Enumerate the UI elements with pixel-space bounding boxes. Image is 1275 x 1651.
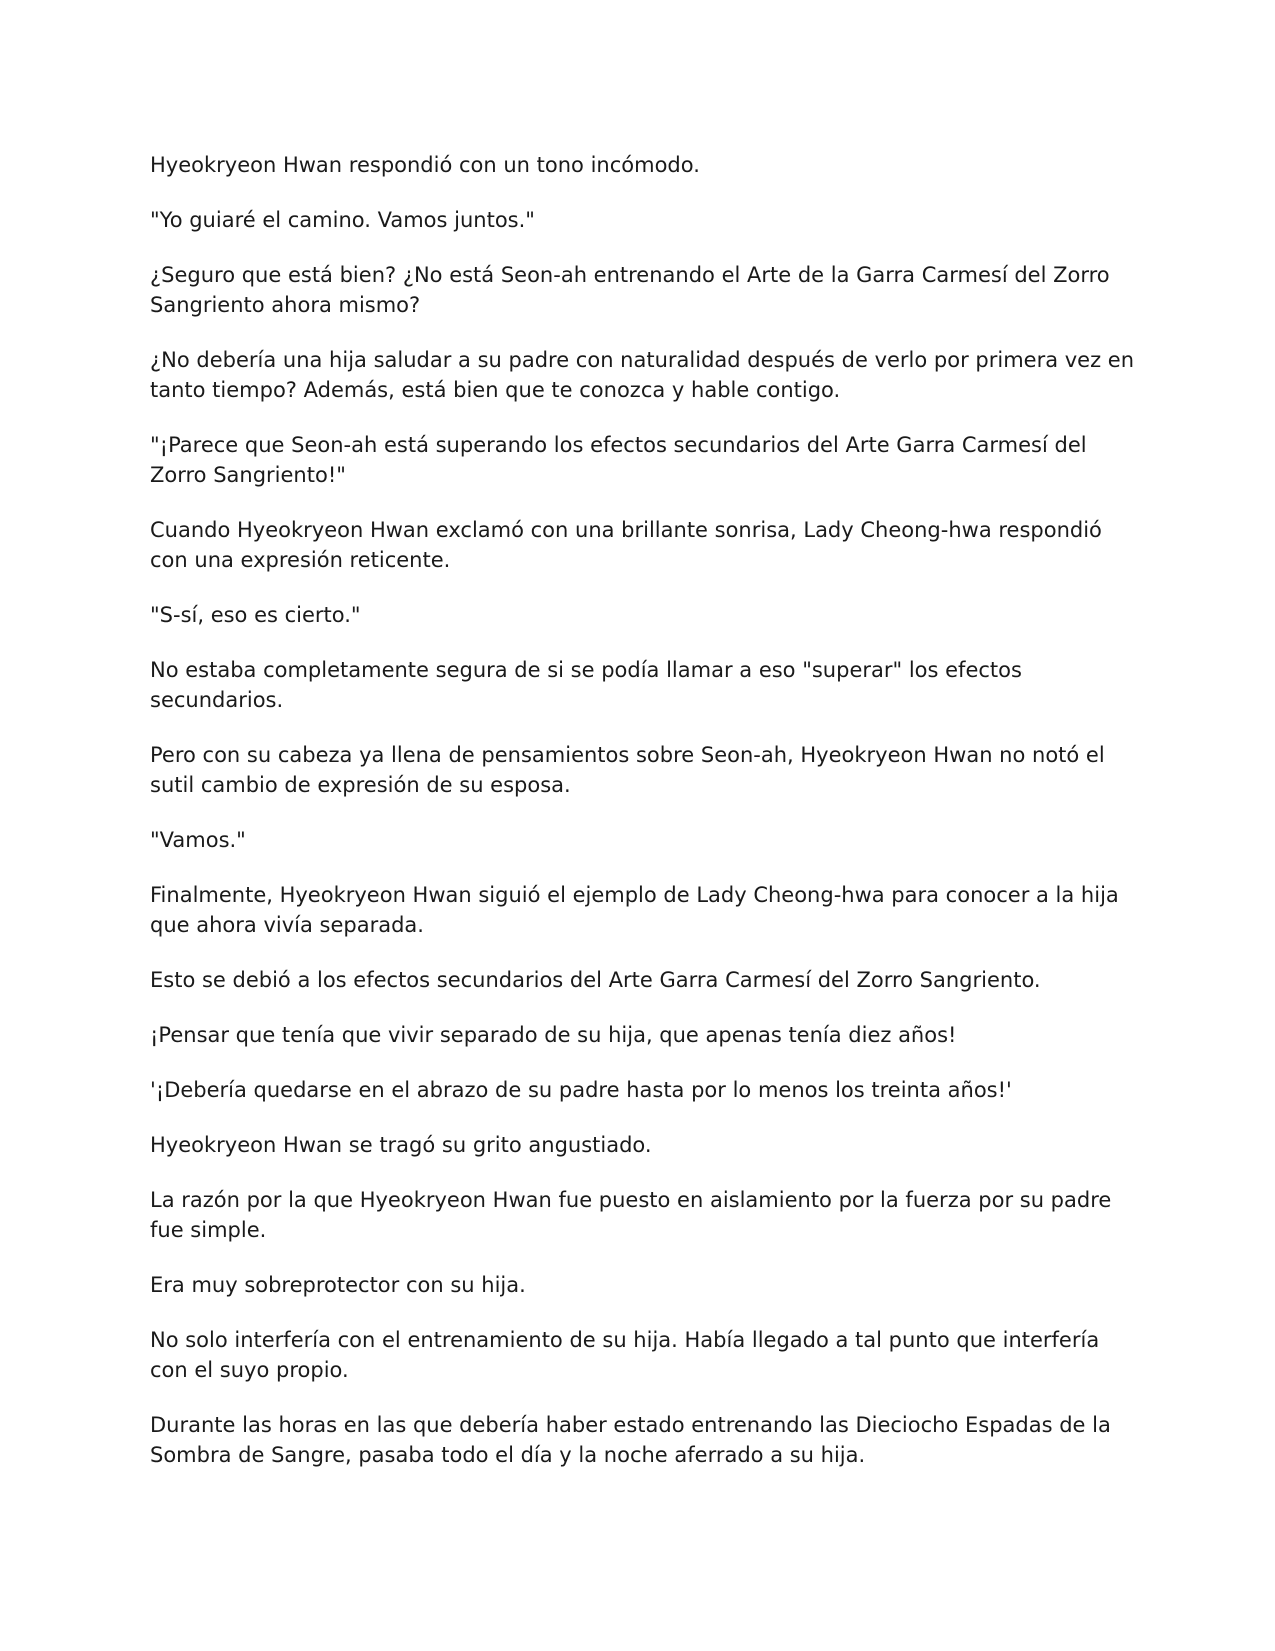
paragraph: Finalmente, Hyeokryeon Hwan siguió el ejemplo de Lady Cheong-hwa para conocer a la hija que ahora vivía separada. — [150, 883, 1119, 937]
paragraph: Durante las horas en las que debería haber estado entrenando las Dieciocho Espadas de la Sombra de Sangre, pasaba todo el día y la noche aferrado a su hija. — [150, 1413, 1111, 1467]
paragraph: Esto se debió a los efectos secundarios del Arte Garra Carmesí del Zorro Sangriento. — [150, 968, 1041, 992]
paragraph: Era muy sobreprotector con su hija. — [150, 1273, 526, 1297]
document-page — [150, 150, 1135, 1495]
paragraph: ¿No debería una hija saludar a su padre con naturalidad después de verlo por primera vez en tanto tiempo? Además, está bien que te conozca y hable contigo. — [150, 348, 1135, 402]
paragraph: ¿Seguro que está bien? ¿No está Seon-ah entrenando el Arte de la Garra Carmesí del Zorro Sangriento ahora mismo? — [150, 263, 1110, 317]
paragraph: "¡Parece que Seon-ah está superando los efectos secundarios del Arte Garra Carmesí del Zorro Sangriento!" — [150, 433, 1087, 487]
paragraph: ¡Pensar que tenía que vivir separado de su hija, que apenas tenía diez años! — [150, 1023, 957, 1047]
paragraph: "S-sí, eso es cierto." — [150, 603, 361, 627]
paragraph: '¡Debería quedarse en el abrazo de su padre hasta por lo menos los treinta años!' — [150, 1078, 1012, 1102]
paragraph: No estaba completamente segura de si se podía llamar a eso "superar" los efectos secundarios. — [150, 658, 1022, 712]
paragraph: Hyeokryeon Hwan respondió con un tono incómodo. — [150, 153, 700, 177]
paragraph: Pero con su cabeza ya llena de pensamientos sobre Seon-ah, Hyeokryeon Hwan no notó el sutil cambio de expresión de su esposa. — [150, 743, 1105, 797]
paragraph: No solo interfería con el entrenamiento de su hija. Había llegado a tal punto que interfería con el suyo propio. — [150, 1328, 1100, 1382]
paragraph: "Vamos." — [150, 828, 246, 852]
paragraph: "Yo guiaré el camino. Vamos juntos." — [150, 208, 535, 232]
paragraph: Cuando Hyeokryeon Hwan exclamó con una brillante sonrisa, Lady Cheong-hwa respondió con una expresión reticente. — [150, 518, 1102, 572]
paragraph: Hyeokryeon Hwan se tragó su grito angustiado. — [150, 1133, 652, 1157]
paragraph: La razón por la que Hyeokryeon Hwan fue puesto en aislamiento por la fuerza por su padre fue simple. — [150, 1188, 1112, 1242]
